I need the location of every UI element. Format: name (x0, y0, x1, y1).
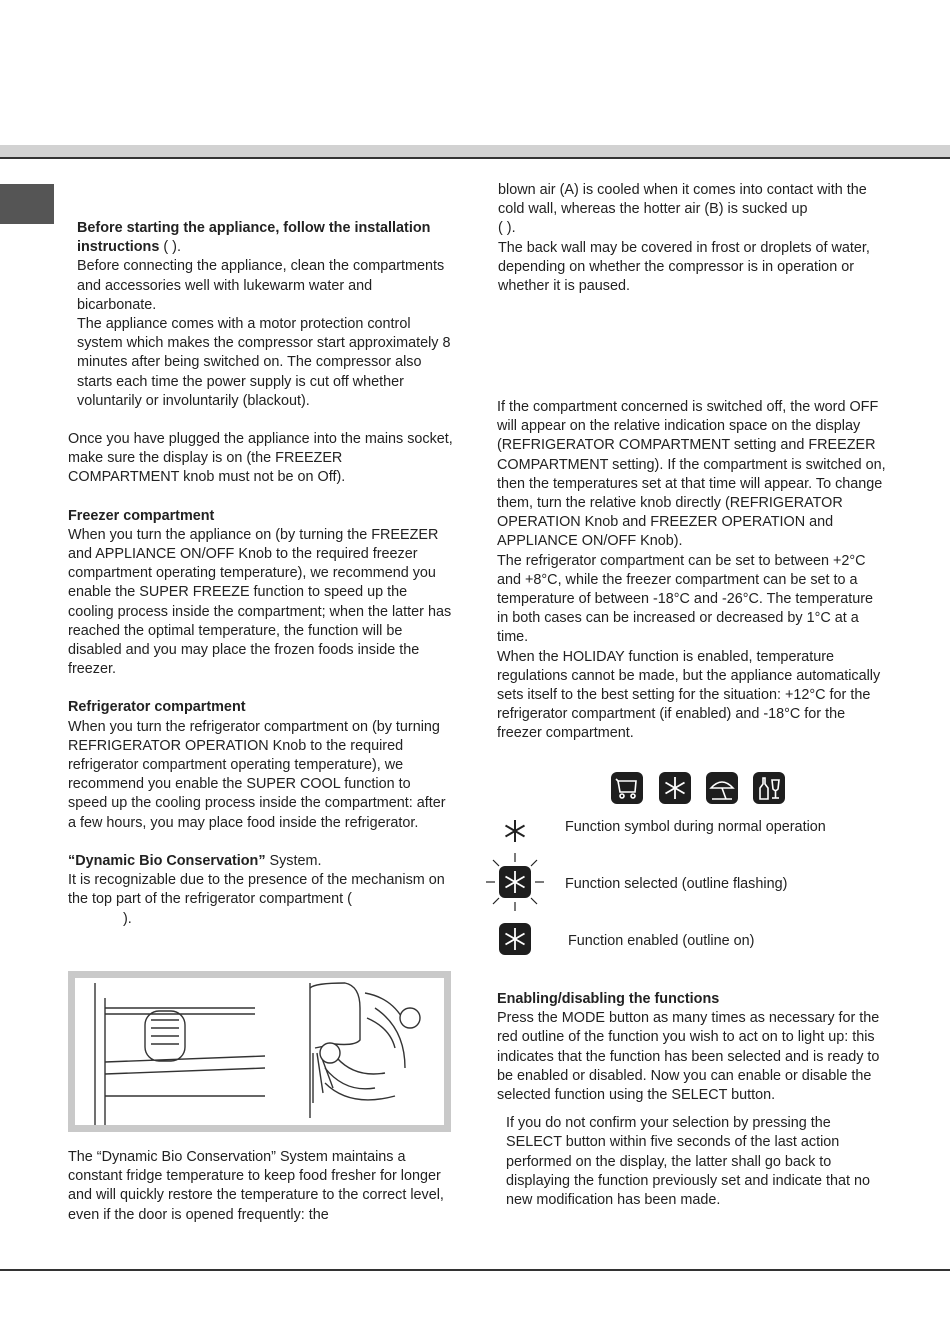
freezer-heading: Freezer compartment (68, 507, 215, 524)
snowflake-enabled-icon (499, 923, 531, 955)
super-cool-icon (611, 772, 643, 804)
snowflake-flashing-icon (484, 851, 546, 913)
header-rule (0, 157, 950, 159)
legend-normal-label: Function symbol during normal operation (565, 819, 826, 835)
airflow-paragraph: blown air (A) is cooled when it comes into contact with the cold wall, whereas the hotter air (B) is sucked up (498, 182, 867, 218)
install-note-bold: Before starting the appliance, follow the installation instructions (77, 220, 431, 256)
confirm-paragraph: If you do not confirm your selection by pressing the SELECT button within five seconds of the last action performed on the display, the latter shall go back to displaying the function previously set and indicate that no new modification has been made. (506, 1115, 870, 1209)
holiday-icon (706, 772, 738, 804)
enable-paragraph: Press the MODE button as many times as necessary for the red outline of the function you wish to act on to light up: this indicates that the function has been selected and is ready to be enabled or disabled. Now you can enable or disable the selected function using the SELECT button. (497, 1010, 880, 1104)
legend-enabled-label: Function enabled (outline on) (568, 933, 755, 949)
dbc-heading-rest: System. (265, 852, 322, 869)
clean-paragraph: Before connecting the appliance, clean the compartments and accessories well with lukewarm water and bicarbonate. (77, 258, 445, 313)
motor-protection-paragraph: The appliance comes with a motor protection control system which makes the compressor start approximately 8 minutes after being switched on. The compressor also starts each time the power supply is cut off whether voluntarily or involuntarily (blackout). (77, 316, 451, 409)
fridge-paragraph: When you turn the refrigerator compartment on (by turning REFRIGERATOR OPERATION Knob to the required refrigerator compartment operating temperature), we recommend you enable the SUPER COOL function to speed up the cooling process inside the compartment: after a few hours, you may place food inside the refrigerator. (68, 718, 446, 831)
range-paragraph: The refrigerator compartment can be set to between +2°C and +8°C, while the freezer compartment can be set to a temperature of between -18°C and -26°C. The temperature in both cases can be increased or decreased by 1°C at a time. (497, 552, 874, 646)
right-column-top (498, 181, 883, 296)
airflow-ref: ( ). (498, 220, 516, 237)
dbc-bottom-paragraph: The “Dynamic Bio Conservation” System maintains a constant fridge temperature to keep food fresher for longer and will quickly restore the temperature to the correct level, even if the door is opened frequently: the (68, 1149, 444, 1223)
dbc-paragraph-close: ). (123, 910, 132, 927)
dbc-heading: “Dynamic Bio Conservation” (68, 852, 266, 869)
install-note-ref: ( ). (159, 239, 181, 256)
legend-selected-label: Function selected (outline flashing) (565, 876, 788, 892)
enable-heading: Enabling/disabling the functions (497, 991, 720, 1007)
dbc-figure (68, 971, 451, 1132)
fridge-heading: Refrigerator compartment (68, 699, 246, 716)
snowflake-normal-icon (499, 815, 531, 847)
footer-rule (0, 1269, 950, 1271)
dbc-paragraph: It is recognizable due to the presence of the mechanism on the top part of the refrigerator compartment ( (68, 872, 445, 908)
holiday-paragraph: When the HOLIDAY function is enabled, temperature regulations cannot be made, but the appliance automatically sets itself to the best setting for the situation: +12°C for the refrigerator compartment (if enabled) and -18°C for the freezer compartment. (497, 648, 881, 742)
dbc-bottom-column (68, 1148, 453, 1225)
right-column-bottom (497, 990, 887, 1210)
super-freeze-icon (659, 772, 691, 804)
display-paragraph: Once you have plugged the appliance into the mains socket, make sure the display is on (the FREEZER COMPARTMENT knob must not be on Off). (68, 431, 453, 486)
off-paragraph: If the compartment concerned is switched off, the word OFF will appear on the relative indication space on the display (REFRIGERATOR COMPARTMENT setting and FREEZER COMPARTMENT setting). If the compartment is switched on, then the temperatures set at that time will appear. To change them, turn the relative knob directly (REFRIGERATOR OPERATION Knob and FREEZER OPERATION and APPLIANCE ON/OFF Knob). (497, 399, 886, 550)
header-band (0, 145, 950, 157)
freezer-paragraph: When you turn the appliance on (by turning the FREEZER and APPLIANCE ON/OFF Knob to the required freezer compartment operating temperature), we recommend you enable the SUPER FREEZE function to speed up the cooling process inside the compartment; when the latter has reached the optimal temperature, the function will be disabled and you may place the frozen foods inside the freezer. (68, 526, 452, 678)
frost-paragraph: The back wall may be covered in frost or droplets of water, depending on whether the compressor is in operation or whether it is paused. (498, 239, 870, 295)
left-column (68, 219, 453, 929)
section-tab (0, 184, 54, 224)
bottle-chill-icon (753, 772, 785, 804)
dbc-illustration (75, 978, 444, 1125)
right-column-middle (497, 398, 887, 744)
